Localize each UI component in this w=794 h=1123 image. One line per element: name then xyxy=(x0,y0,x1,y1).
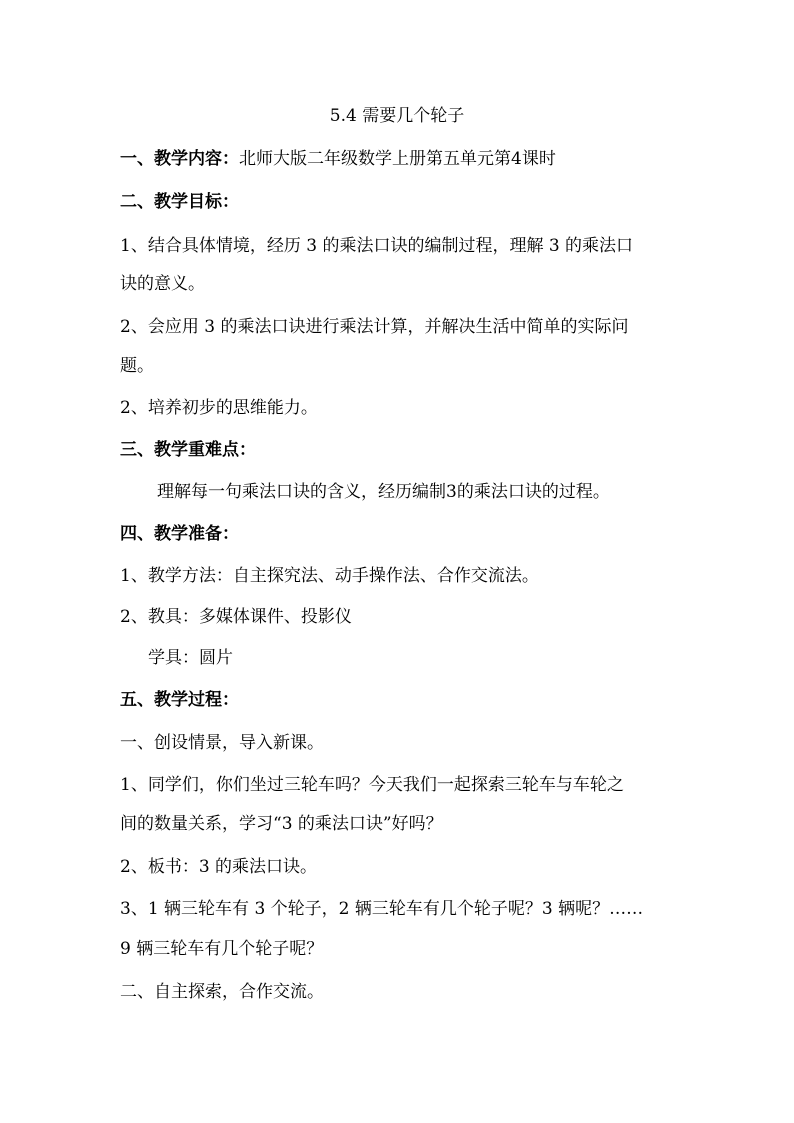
process-line-2-cont: 间的数量关系，学习“3 的乘法口诀”好吗？ xyxy=(120,814,443,834)
preparation-line-2: 2、教具：多媒体课件、投影仪 xyxy=(120,607,352,627)
section-heading-key-points: 三、教学重难点： xyxy=(120,440,256,460)
goal-line-3: 2、培养初步的思维能力。 xyxy=(120,398,318,418)
section-content-line xyxy=(120,147,690,171)
process-line-4: 3、1 辆三轮车有 3 个轮子，2 辆三轮车有几个轮子呢？3 辆呢？…… xyxy=(120,899,644,919)
key-points-line: 理解每一句乘法口诀的含义，经历编制3的乘法口诀的过程。 xyxy=(157,482,610,502)
section-heading-process: 五、教学过程： xyxy=(120,690,239,710)
preparation-line-3: 学具：圆片 xyxy=(148,648,233,668)
goal-line-1-cont: 诀的意义。 xyxy=(120,274,205,294)
process-line-2: 1、同学们，你们坐过三轮车吗？今天我们一起探索三轮车与车轮之 xyxy=(120,775,624,795)
section-heading-preparation: 四、教学准备： xyxy=(120,524,239,544)
preparation-line-1: 1、教学方法：自主探究法、动手操作法、合作交流法。 xyxy=(120,566,539,586)
section-heading-goals: 二、教学目标： xyxy=(120,192,239,212)
document-title: 5.4 需要几个轮子 xyxy=(329,106,465,126)
goal-line-2-cont: 题。 xyxy=(120,356,154,376)
goal-line-1: 1、结合具体情境，经历 3 的乘法口诀的编制过程，理解 3 的乘法口 xyxy=(120,236,634,256)
process-line-4-cont: 9 辆三轮车有几个轮子呢？ xyxy=(120,939,324,959)
process-line-3: 2、板书：3 的乘法口诀。 xyxy=(120,857,318,877)
process-line-1: 一、创设情景，导入新课。 xyxy=(120,733,324,753)
section-heading-content: 一、教学内容： xyxy=(120,149,239,169)
process-line-5: 二、自主探索，合作交流。 xyxy=(120,982,324,1002)
goal-line-2: 2、会应用 3 的乘法口诀进行乘法计算，并解决生活中简单的实际问 xyxy=(120,317,629,337)
section-content-text: 北师大版二年级数学上册第五单元第4课时 xyxy=(239,149,556,169)
